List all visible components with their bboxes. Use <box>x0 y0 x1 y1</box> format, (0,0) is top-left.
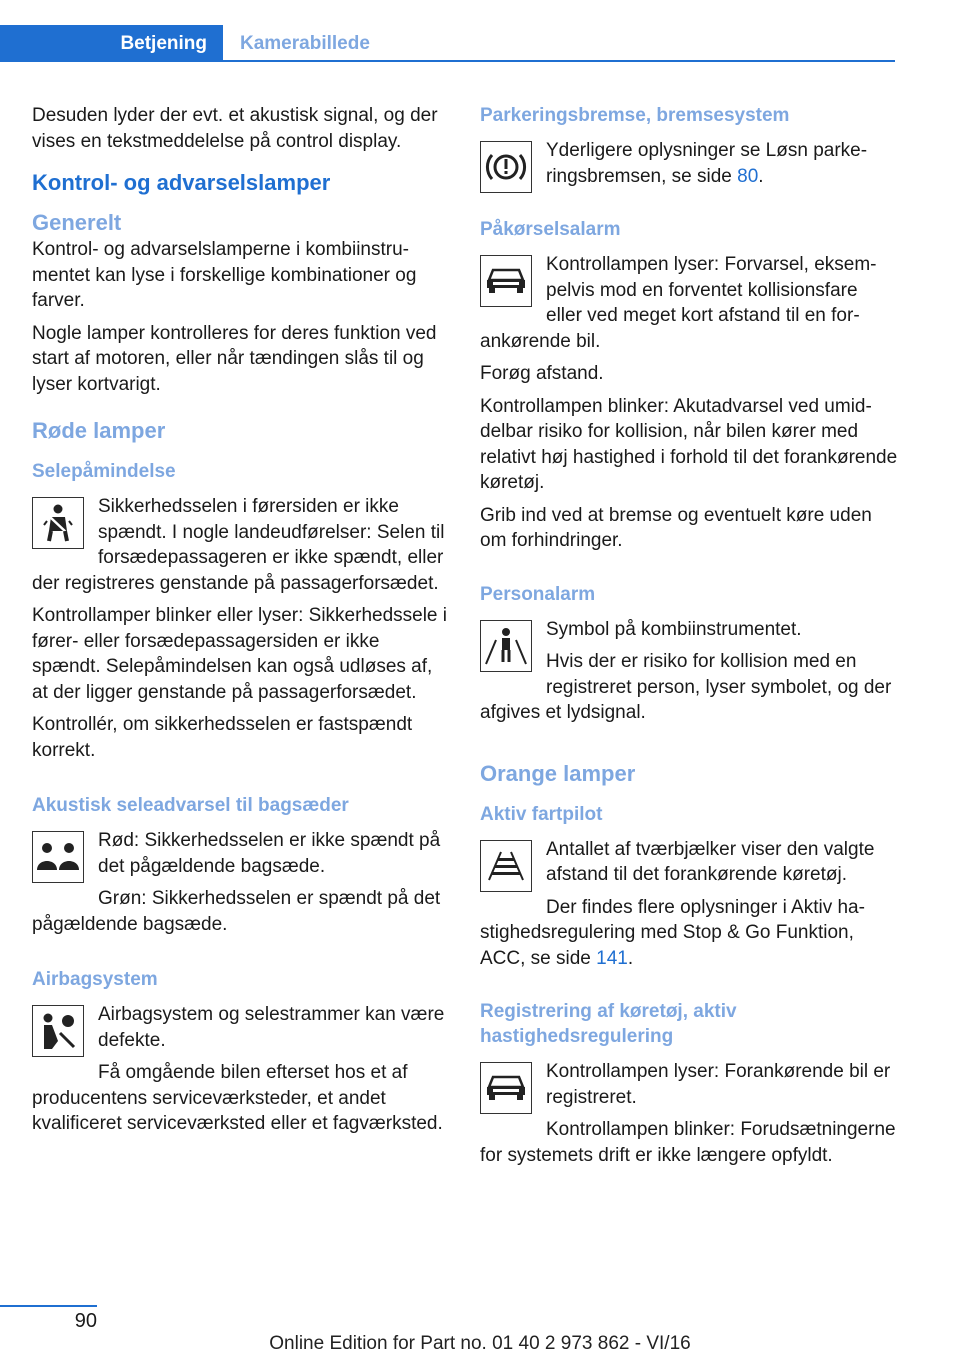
footer-rule <box>0 1305 97 1307</box>
airbag-warning-icon <box>32 1005 84 1057</box>
collision-warning-car-icon <box>480 255 532 307</box>
left-column <box>32 103 450 1144</box>
generelt-paragraph-1: Kontrol- og advarselslamperne i kombiinstrumentet kan lyse i forskellige kombinationer og farver. <box>32 239 417 311</box>
heading-registrering-koretoj: Registrering af køretøj, aktiv hastighedsregulering <box>480 1001 737 1047</box>
page-link-80[interactable]: 80 <box>737 165 759 187</box>
pedestrian-warning-icon <box>480 620 532 672</box>
header-rule <box>0 60 895 62</box>
page-link-141[interactable]: 141 <box>596 947 628 969</box>
aktiv-paragraph-2: Der findes flere oplysninger i Aktiv hastighedsregulering med Stop & Go Funktion, ACC, se side 141. <box>480 896 865 969</box>
selepamindelse-paragraph-1: Sikkerhedsselen i førersiden er ikke spændt. I nogle landeudførelser: Selen til forsædepassageren er ikke spændt, eller der registreres genstande på passagerforsædet. <box>32 496 445 594</box>
heading-aktiv-fartpilot: Aktiv fartpilot <box>480 803 603 825</box>
akustisk-paragraph-2: Grøn: Sikkerhedsselen er spændt på det pågældende bagsæde. <box>32 888 441 935</box>
aktiv-paragraph-1: Antallet af tværbjælker viser den valgte afstand til det forankørende køretøj. <box>546 838 875 885</box>
pakorsel-paragraph-2: Forøg afstand. <box>480 363 604 384</box>
heading-generelt: Generelt <box>32 210 122 235</box>
page-header <box>0 25 895 62</box>
akustisk-paragraph-1: Rød: Sikkerhedsselen er ikke spændt på det pågældende bagsæde. <box>98 830 441 877</box>
distance-bars-icon <box>480 840 532 892</box>
heading-airbagsystem: Airbagsystem <box>32 969 158 990</box>
airbag-paragraph-1: Airbagsystem og selestrammer kan være defekte. <box>98 1004 445 1051</box>
registrering-paragraph-2: Kontrollampen blinker: Forudsætningerne for systemets drift er ikke længere opfyldt. <box>480 1119 896 1166</box>
park-paragraph-1: Yderligere oplysninger se Løsn parkeringsbremsen, se side 80. <box>546 140 868 187</box>
heading-selepamindelse: Selepåmindelse <box>32 461 176 482</box>
heading-parkeringsbremse: Parkeringsbremse, bremsesystem <box>480 105 790 126</box>
personalarm-paragraph-2: Hvis der er risiko for kollision med en registreret person, lyser symbolet, og der afgives et lydsignal. <box>480 651 892 723</box>
registrering-paragraph-1: Kontrollampen lyser: Forankørende bil er registreret. <box>546 1061 891 1108</box>
pakorsel-paragraph-1: Kontrollampen lyser: Forvarsel, eksempelvis mod en forventet kollisionsfare eller ved meget kort afstand til en forankørende bil. <box>480 254 877 352</box>
right-column <box>480 103 898 1175</box>
selepamindelse-paragraph-3: Kontrollér, om sikkerhedsselen er fastspændt korrekt. <box>32 714 413 761</box>
intro-paragraph: Desuden lyder der evt. et akustisk signal, og der vises en tekstmeddelelse på control display. <box>32 105 438 152</box>
tab-kamerabillede[interactable]: Kamerabillede <box>240 33 370 54</box>
vehicle-detected-car-icon <box>480 1062 532 1114</box>
edition-footer: Online Edition for Part no. 01 40 2 973 862 - VI/16 <box>269 1333 691 1354</box>
pakorsel-paragraph-4: Grib ind ved at bremse og eventuelt køre uden om forhindringer. <box>480 504 872 551</box>
airbag-paragraph-2: Få omgående bilen efterset hos et af producentens serviceværksteder, et andet kvalificeret serviceværksted eller et fagværksted. <box>32 1062 443 1134</box>
seatbelt-warning-icon <box>32 497 84 549</box>
heading-kontrol-advarselslamper: Kontrol- og advarselslamper <box>32 170 331 195</box>
rear-seatbelt-icon <box>32 831 84 883</box>
selepamindelse-paragraph-2: Kontrollamper blinker eller lyser: Sikkerhedssele i fører- eller forsædepassagersiden er ikke spændt. Selepåmindelsen kan også udløses af, at der ligger genstande på passagerforsædet. <box>32 605 448 703</box>
personalarm-paragraph-1: Symbol på kombiinstrumentet. <box>546 618 802 640</box>
tab-betjening[interactable]: Betjening <box>0 25 223 62</box>
generelt-paragraph-2: Nogle lamper kontrolleres for deres funktion ved start af motoren, eller når tændingen slås til og lyser kortvarigt. <box>32 322 437 395</box>
pakorsel-paragraph-3: Kontrollampen blinker: Akutadvarsel ved umiddelbar risiko for kollision, når bilen kører med relativt høj hastighed i forhold til det forankørende køretøj. <box>480 395 898 493</box>
heading-orange-lamper: Orange lamper <box>480 760 636 786</box>
page-number: 90 <box>74 1310 97 1332</box>
heading-rode-lamper: Røde lamper <box>32 418 166 443</box>
heading-pakorselsalarm: Påkørselsalarm <box>480 219 621 240</box>
heading-akustisk-seleadvarsel: Akustisk seleadvarsel til bagsæder <box>32 795 349 816</box>
heading-personalarm: Personalarm <box>480 583 596 605</box>
brake-warning-icon <box>480 141 532 193</box>
